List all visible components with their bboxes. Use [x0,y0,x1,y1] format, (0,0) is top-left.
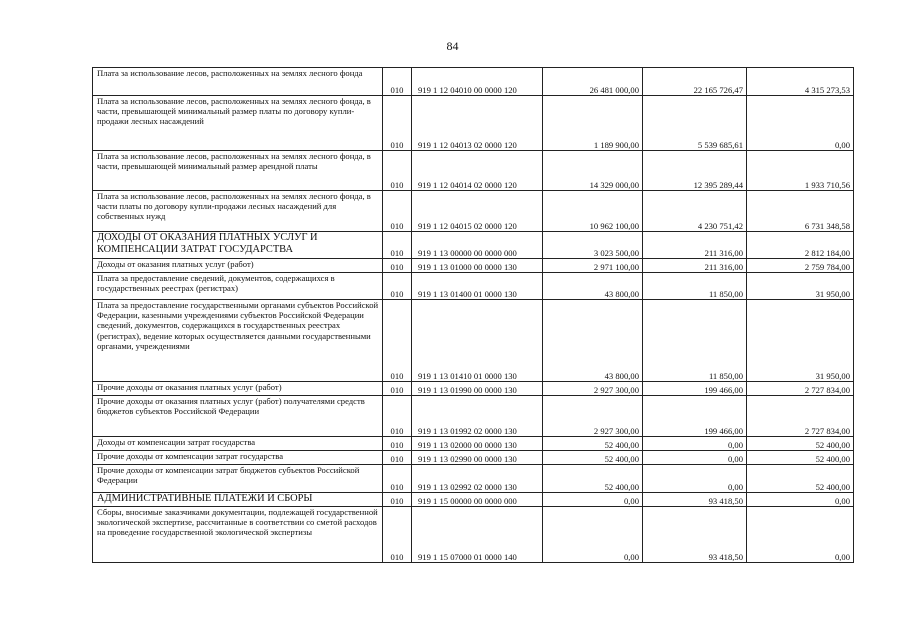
row-description: Плата за использование лесов, расположенных на землях лесного фонда, в части платы по договору купли-продажи лесных насаждений для собственных нужд [93,191,383,232]
table-row [93,68,854,96]
row-unexecuted: 2 727 834,00 [747,396,854,437]
row-executed: 0,00 [643,465,747,493]
row-description: Прочие доходы от оказания платных услуг (работ) [93,382,383,396]
row-line-code: 010 [383,191,412,232]
row-budget-code: 919 1 13 01410 01 0000 130 [412,300,543,382]
table-row [93,493,854,507]
table-row [93,465,854,493]
row-budget-code: 919 1 13 02000 00 0000 130 [412,437,543,451]
row-line-code: 010 [383,507,412,563]
row-budget-code: 919 1 12 04013 02 0000 120 [412,96,543,151]
row-unexecuted: 0,00 [747,493,854,507]
row-line-code: 010 [383,96,412,151]
row-executed: 93 418,50 [643,507,747,563]
row-description: Плата за предоставление сведений, документов, содержащихся в государственных реестрах (регистрах) [93,273,383,300]
table-row [93,507,854,563]
row-description: Доходы от компенсации затрат государства [93,437,383,451]
row-executed: 4 230 751,42 [643,191,747,232]
row-unexecuted: 6 731 348,58 [747,191,854,232]
row-approved: 2 971 100,00 [543,259,643,273]
row-line-code: 010 [383,396,412,437]
row-executed: 0,00 [643,437,747,451]
row-executed: 11 850,00 [643,300,747,382]
row-description: АДМИНИСТРАТИВНЫЕ ПЛАТЕЖИ И СБОРЫ [93,493,383,507]
row-executed: 93 418,50 [643,493,747,507]
row-budget-code: 919 1 13 01992 02 0000 130 [412,396,543,437]
row-line-code: 010 [383,382,412,396]
table-row [93,232,854,259]
row-line-code: 010 [383,151,412,191]
row-executed: 0,00 [643,451,747,465]
row-description: Прочие доходы от компенсации затрат бюджетов субъектов Российской Федерации [93,465,383,493]
row-executed: 211 316,00 [643,259,747,273]
row-budget-code: 919 1 13 01000 00 0000 130 [412,259,543,273]
row-approved: 3 023 500,00 [543,232,643,259]
table-row [93,96,854,151]
row-approved: 0,00 [543,493,643,507]
row-approved: 14 329 000,00 [543,151,643,191]
row-unexecuted: 52 400,00 [747,465,854,493]
row-executed: 5 539 685,61 [643,96,747,151]
row-line-code: 010 [383,273,412,300]
row-budget-code: 919 1 13 01400 01 0000 130 [412,273,543,300]
table-row [93,396,854,437]
row-budget-code: 919 1 15 00000 00 0000 000 [412,493,543,507]
table-row [93,300,854,382]
row-description: Доходы от оказания платных услуг (работ) [93,259,383,273]
row-line-code: 010 [383,465,412,493]
row-executed: 199 466,00 [643,382,747,396]
table-row [93,273,854,300]
row-approved: 52 400,00 [543,437,643,451]
row-description: Прочие доходы от оказания платных услуг (работ) получателями средств бюджетов субъектов Российской Федерации [93,396,383,437]
row-budget-code: 919 1 13 02990 00 0000 130 [412,451,543,465]
row-unexecuted: 52 400,00 [747,437,854,451]
row-description: Плата за использование лесов, расположенных на землях лесного фонда, в части, превышающей минимальный размер платы по договору купли- продажи лесных насаждений [93,96,383,151]
row-executed: 199 466,00 [643,396,747,437]
row-line-code: 010 [383,437,412,451]
row-approved: 52 400,00 [543,451,643,465]
table-row [93,259,854,273]
row-approved: 1 189 900,00 [543,96,643,151]
row-description: ДОХОДЫ ОТ ОКАЗАНИЯ ПЛАТНЫХ УСЛУГ И КОМПЕНСАЦИИ ЗАТРАТ ГОСУДАРСТВА [93,232,383,259]
row-unexecuted: 2 812 184,00 [747,232,854,259]
row-budget-code: 919 1 13 02992 02 0000 130 [412,465,543,493]
row-approved: 2 927 300,00 [543,382,643,396]
row-unexecuted: 31 950,00 [747,273,854,300]
row-budget-code: 919 1 15 07000 01 0000 140 [412,507,543,563]
row-unexecuted: 2 759 784,00 [747,259,854,273]
table-row [93,151,854,191]
row-approved: 43 800,00 [543,300,643,382]
row-budget-code: 919 1 13 00000 00 0000 000 [412,232,543,259]
row-unexecuted: 1 933 710,56 [747,151,854,191]
table-row [93,437,854,451]
row-description: Плата за использование лесов, расположенных на землях лесного фонда [93,68,383,96]
row-unexecuted: 52 400,00 [747,451,854,465]
row-unexecuted: 0,00 [747,507,854,563]
row-line-code: 010 [383,451,412,465]
row-approved: 52 400,00 [543,465,643,493]
row-line-code: 010 [383,232,412,259]
row-description: Плата за предоставление государственными органами субъектов Российской Федерации, казенными учреждениями субъектов Российской Федерации сведений, документов, содержащихся в государственных реестрах (регистрах), ведение которых осуществляется данными государственными органами, учреждениями [93,300,383,382]
row-unexecuted: 4 315 273,53 [747,68,854,96]
row-line-code: 010 [383,300,412,382]
row-unexecuted: 31 950,00 [747,300,854,382]
row-executed: 12 395 289,44 [643,151,747,191]
row-approved: 26 481 000,00 [543,68,643,96]
row-budget-code: 919 1 12 04010 00 0000 120 [412,68,543,96]
row-executed: 211 316,00 [643,232,747,259]
row-description: Прочие доходы от компенсации затрат государства [93,451,383,465]
row-approved: 0,00 [543,507,643,563]
row-description: Плата за использование лесов, расположенных на землях лесного фонда, в части, превышающей минимальный размер арендной платы [93,151,383,191]
income-table [92,67,854,563]
table-row [93,191,854,232]
row-approved: 10 962 100,00 [543,191,643,232]
row-description: Сборы, вносимые заказчиками документации, подлежащей государственной экологической экспертизе, рассчитанные в соответствии со сметой расходов на проведение государственной экологической экспертизы [93,507,383,563]
row-line-code: 010 [383,68,412,96]
row-budget-code: 919 1 13 01990 00 0000 130 [412,382,543,396]
row-budget-code: 919 1 12 04014 02 0000 120 [412,151,543,191]
row-approved: 43 800,00 [543,273,643,300]
row-line-code: 010 [383,259,412,273]
page-number: 84 [446,39,459,53]
row-unexecuted: 2 727 834,00 [747,382,854,396]
row-executed: 11 850,00 [643,273,747,300]
row-executed: 22 165 726,47 [643,68,747,96]
row-approved: 2 927 300,00 [543,396,643,437]
row-unexecuted: 0,00 [747,96,854,151]
row-line-code: 010 [383,493,412,507]
table-row [93,382,854,396]
table-row [93,451,854,465]
row-budget-code: 919 1 12 04015 02 0000 120 [412,191,543,232]
